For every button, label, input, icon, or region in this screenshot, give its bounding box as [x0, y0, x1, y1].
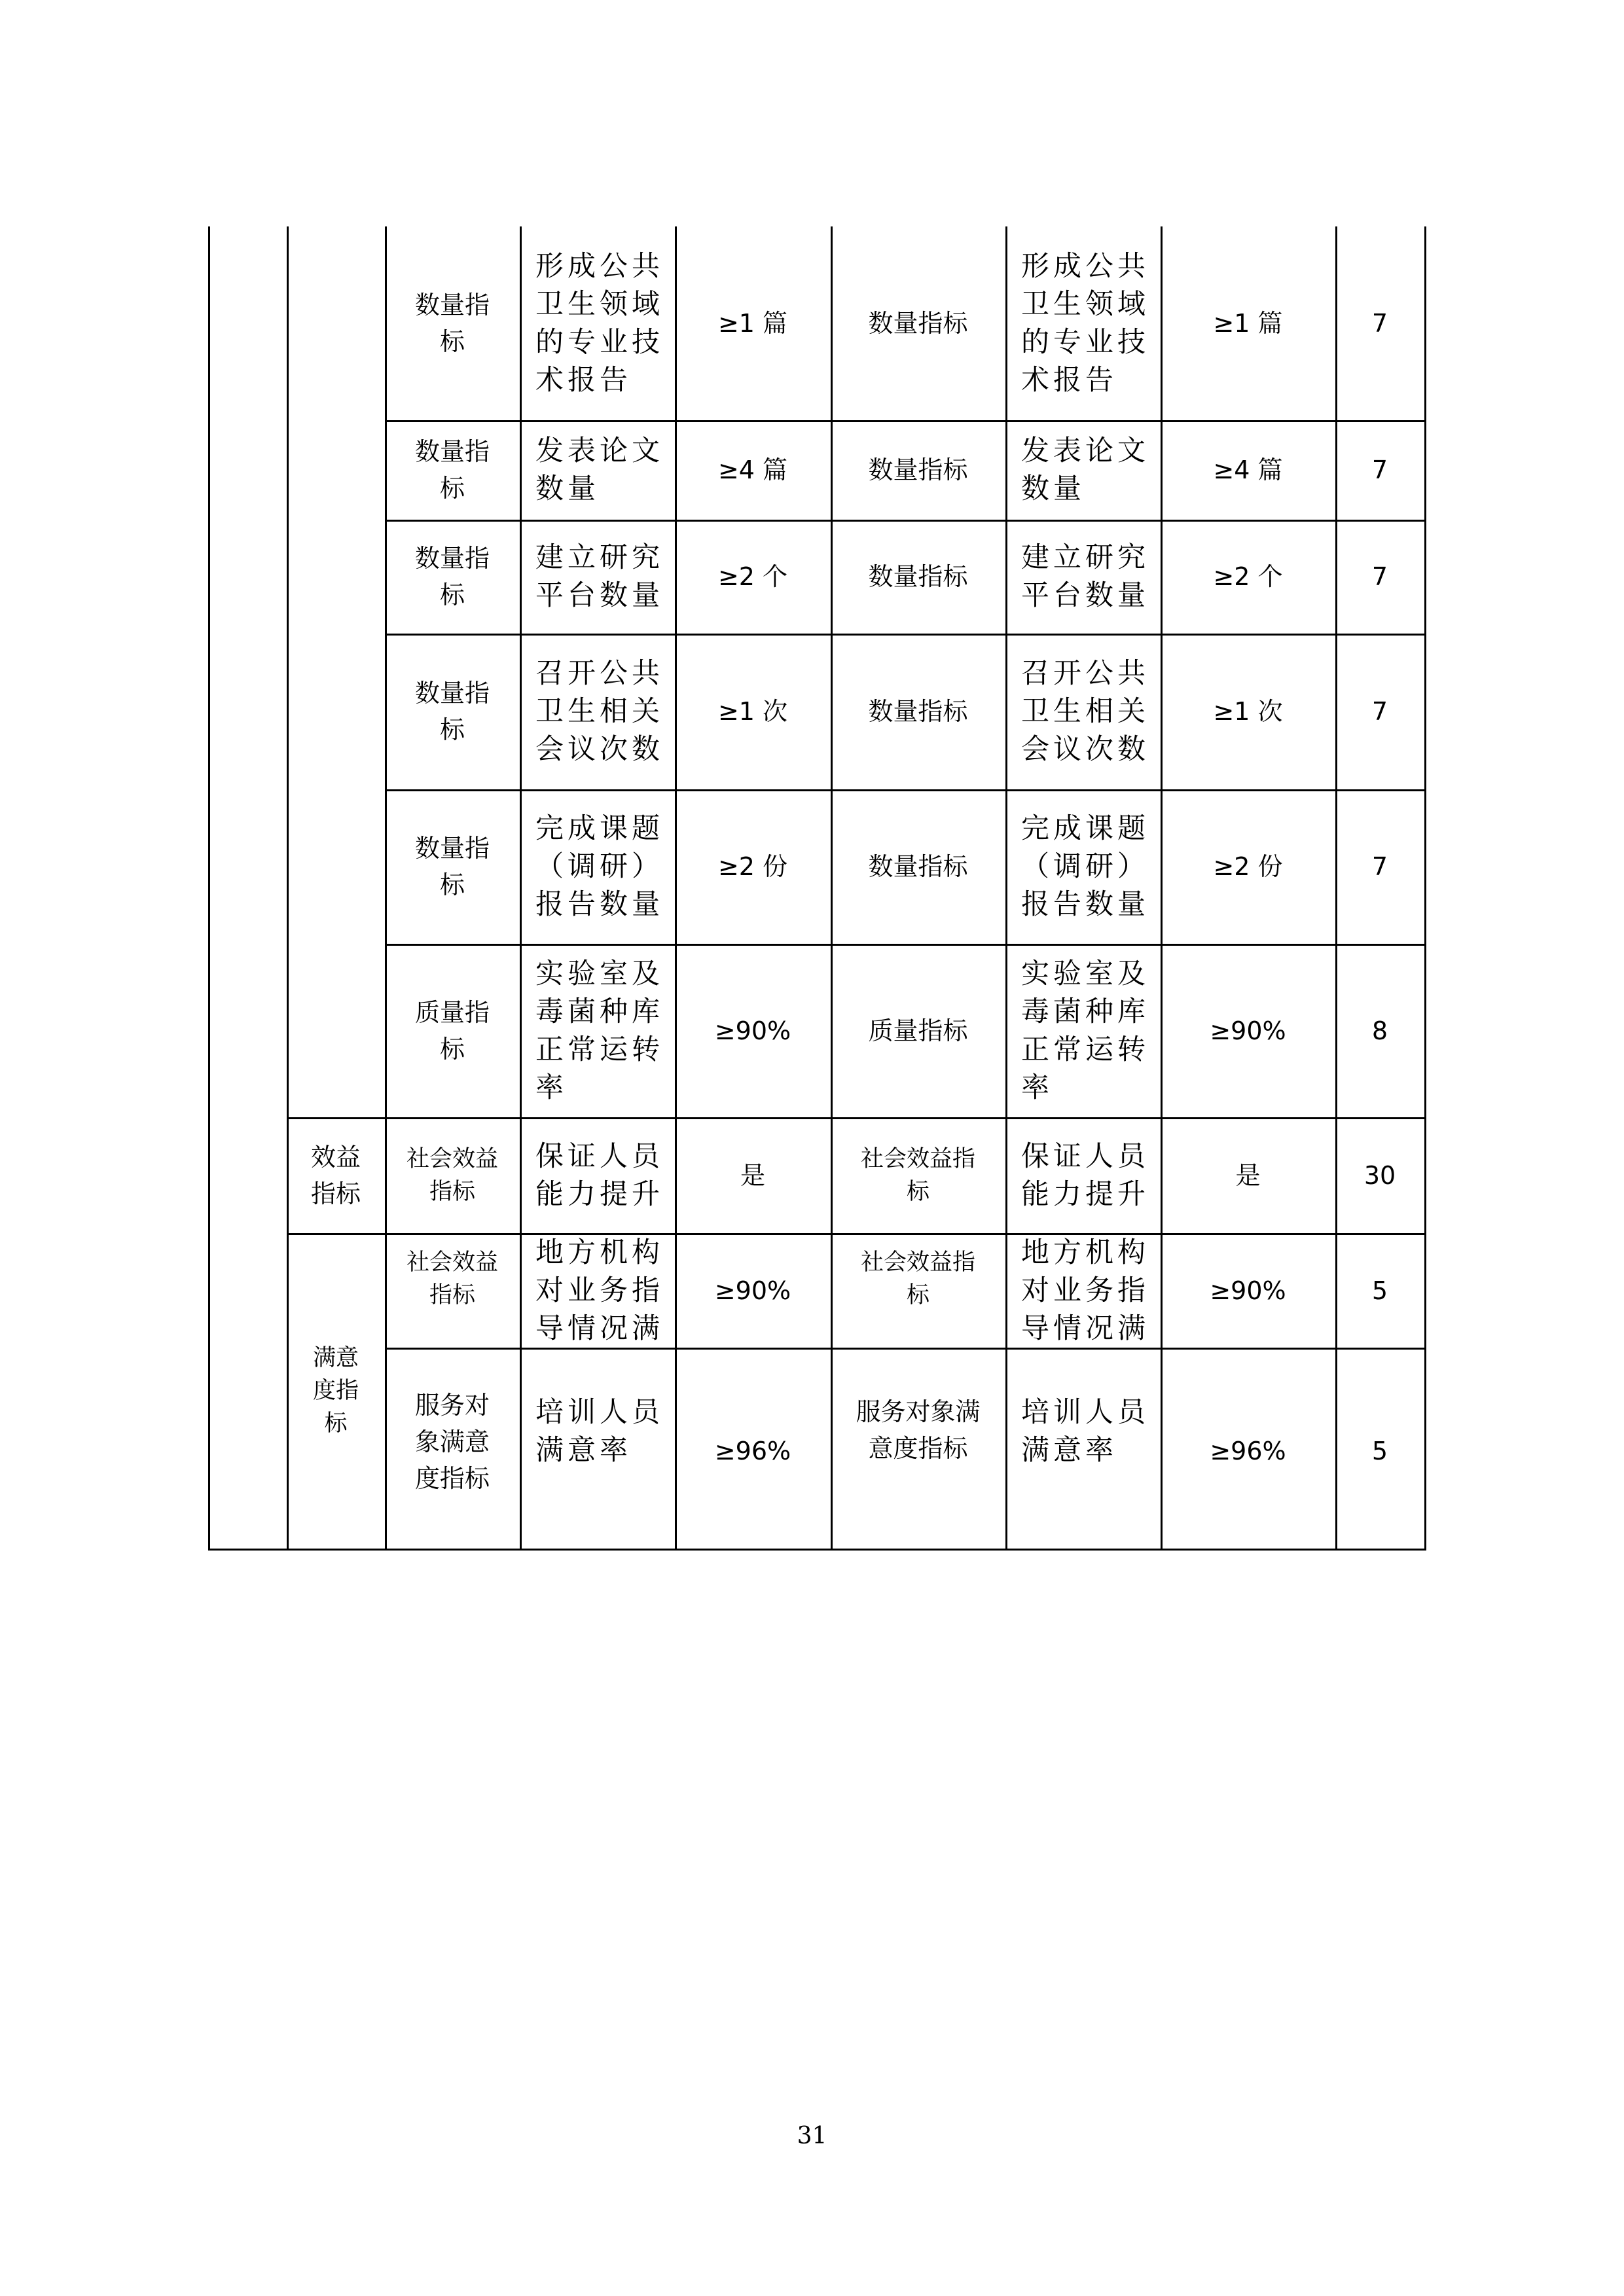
left-value-cell: ≥90%: [714, 1276, 791, 1305]
table-border: [208, 1549, 1426, 1551]
right-value-cell: ≥2 份: [1213, 852, 1283, 881]
table-border: [208, 226, 210, 1551]
right-desc-cell: 形成公共 卫生领域 的专业技 术报告: [1021, 250, 1149, 397]
right-type-cell: 社会效益指 标: [860, 1145, 975, 1205]
right-desc-cell: 完成课题 （调研） 报告数量: [1021, 812, 1149, 921]
score-cell: 7: [1371, 562, 1388, 591]
right-type-cell: 服务对象满 意度指标: [856, 1397, 981, 1463]
right-desc-cell: 召开公共 卫生相关 会议次数: [1021, 657, 1149, 766]
right-type-cell: 社会效益指 标: [860, 1249, 975, 1308]
score-cell: 7: [1371, 456, 1388, 484]
left-desc-cell: 保证人员 能力提升: [535, 1139, 664, 1211]
right-desc-cell: 建立研究 平台数量: [1021, 541, 1149, 612]
left-value-cell: ≥2 个: [717, 562, 788, 591]
right-value-cell: ≥90%: [1210, 1016, 1286, 1045]
category-benefit: 效益 指标: [310, 1142, 361, 1208]
left-type-cell: 社会效益 指标: [406, 1145, 498, 1205]
category-satisfaction: 满意 度指 标: [312, 1345, 359, 1437]
left-type-cell: 数量指 标: [414, 834, 490, 899]
right-type-cell: 数量指标: [868, 852, 968, 881]
right-value-cell: ≥96%: [1210, 1437, 1286, 1465]
right-value-cell: ≥1 篇: [1213, 309, 1283, 338]
performance-indicator-table: [208, 226, 1426, 1551]
left-type-cell: 数量指 标: [414, 437, 490, 503]
left-value-cell: 是: [740, 1160, 765, 1190]
left-value-cell: ≥90%: [714, 1016, 791, 1045]
score-cell: 7: [1371, 852, 1388, 881]
left-type-cell: 数量指 标: [414, 679, 490, 744]
right-type-cell: 质量指标: [868, 1016, 968, 1045]
left-value-cell: ≥4 篇: [717, 456, 788, 484]
left-type-cell: 质量指 标: [414, 997, 490, 1064]
score-cell: 7: [1371, 309, 1388, 338]
left-desc-cell: 形成公共 卫生领域 的专业技 术报告: [535, 250, 664, 397]
right-desc-cell: 实验室及 毒菌种库 正常运转 率: [1021, 957, 1149, 1104]
score-cell: 30: [1363, 1160, 1396, 1190]
right-type-cell: 数量指标: [868, 456, 968, 484]
left-desc-cell: 发表论文 数量: [535, 435, 664, 505]
right-desc-cell: 保证人员 能力提升: [1021, 1139, 1149, 1211]
score-cell: 7: [1371, 697, 1388, 726]
score-cell: 5: [1371, 1276, 1388, 1305]
left-type-cell: 服务对 象满意 度指标: [414, 1391, 490, 1493]
left-desc-cell: 建立研究 平台数量: [535, 541, 664, 612]
right-desc-cell: 培训人员 满意率: [1021, 1396, 1149, 1467]
score-cell: 8: [1371, 1016, 1388, 1045]
right-value-cell: ≥90%: [1210, 1276, 1286, 1305]
left-desc-cell: 培训人员 满意率: [535, 1396, 664, 1467]
left-desc-cell: 完成课题 （调研） 报告数量: [535, 812, 664, 921]
right-desc-cell: 发表论文 数量: [1021, 435, 1149, 505]
left-type-cell: 数量指 标: [414, 544, 490, 609]
right-value-cell: 是: [1235, 1160, 1261, 1190]
left-value-cell: ≥1 次: [717, 697, 788, 726]
left-desc-cell: 实验室及 毒菌种库 正常运转 率: [535, 957, 664, 1104]
table-border: [1424, 226, 1426, 1551]
right-value-cell: ≥4 篇: [1213, 456, 1283, 484]
left-value-cell: ≥96%: [714, 1437, 791, 1465]
left-type-cell: 社会效益 指标: [406, 1249, 498, 1308]
left-desc-cell: 地方机构 对业务指 导情况满: [535, 1236, 664, 1345]
right-value-cell: ≥2 个: [1213, 562, 1283, 591]
right-type-cell: 数量指标: [868, 309, 968, 338]
left-value-cell: ≥1 篇: [717, 309, 788, 338]
right-desc-cell: 地方机构 对业务指 导情况满: [1021, 1236, 1149, 1345]
left-desc-cell: 召开公共 卫生相关 会议次数: [535, 657, 664, 766]
right-value-cell: ≥1 次: [1213, 697, 1283, 726]
left-type-cell: 数量指 标: [414, 291, 490, 356]
score-cell: 5: [1371, 1437, 1388, 1465]
page-number: 31: [797, 2123, 827, 2149]
right-type-cell: 数量指标: [868, 697, 968, 726]
right-type-cell: 数量指标: [868, 562, 968, 591]
left-value-cell: ≥2 份: [717, 852, 788, 881]
